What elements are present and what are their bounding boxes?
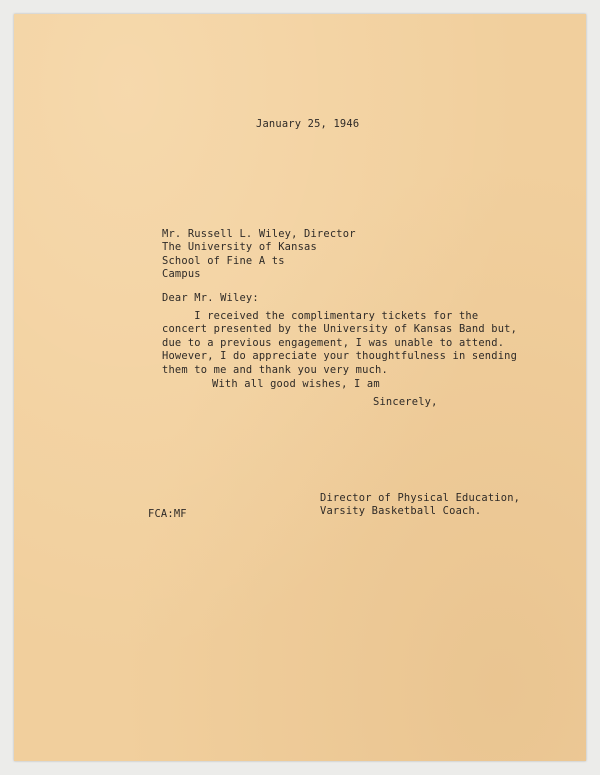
typist-initials: FCA:MF	[148, 508, 187, 520]
body-line: concert presented by the University of Kansas Band but,	[162, 323, 518, 336]
body-line: However, I do appreciate your thoughtfulness in sending	[162, 350, 518, 363]
closing-line: With all good wishes, I am	[212, 378, 380, 390]
signature-line: Varsity Basketball Coach.	[320, 505, 482, 518]
signature-line: Director of Physical Education,	[320, 492, 521, 504]
body-line: I received the complimentary tickets for the	[162, 310, 479, 322]
sign-off: Sincerely,	[373, 396, 438, 408]
body-line: them to me and thank you very much.	[162, 363, 388, 376]
letter-page	[14, 14, 586, 761]
recipient-line: Campus	[162, 268, 201, 281]
recipient-line: School of Fine A ts	[162, 254, 285, 267]
signature-block	[320, 492, 520, 519]
letter-date: January 25, 1946	[256, 118, 360, 130]
salutation: Dear Mr. Wiley:	[162, 292, 259, 304]
recipient-line: Mr. Russell L. Wiley, Director	[162, 228, 356, 240]
recipient-line: The University of Kansas	[162, 241, 317, 254]
letter-body	[162, 310, 517, 377]
recipient-address	[162, 228, 356, 282]
body-line: due to a previous engagement, I was unable to attend.	[162, 336, 505, 349]
